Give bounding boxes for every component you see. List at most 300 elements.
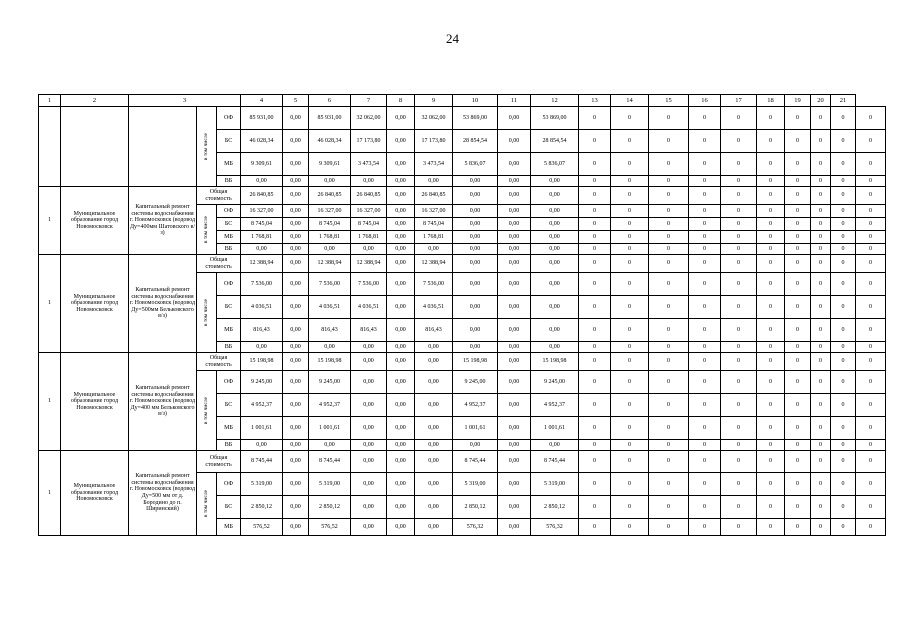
value-cell: 0,00 xyxy=(453,187,498,205)
value-cell: 0 xyxy=(785,218,811,231)
value-cell: 816,43 xyxy=(309,319,351,342)
value-cell: 0 xyxy=(579,244,611,255)
value-cell: 0 xyxy=(785,371,811,394)
value-cell: 0,00 xyxy=(387,273,415,296)
value-cell: 0,00 xyxy=(309,440,351,451)
value-cell: 0 xyxy=(649,296,689,319)
value-cell: 0 xyxy=(811,394,831,417)
value-cell: 0 xyxy=(611,394,649,417)
value-cell: 0,00 xyxy=(498,451,531,473)
value-cell: 0 xyxy=(649,187,689,205)
organization-name: Муниципальное образование город Новомосковск xyxy=(61,353,129,451)
header-cell: 2 xyxy=(61,95,129,107)
value-cell: 12 388,94 xyxy=(351,255,387,273)
funding-source: БС xyxy=(217,130,241,153)
value-cell: 4 036,51 xyxy=(309,296,351,319)
value-cell: 0 xyxy=(856,371,886,394)
value-cell: 7 536,00 xyxy=(415,273,453,296)
value-cell: 32 062,00 xyxy=(415,107,453,130)
value-cell: 0,00 xyxy=(387,342,415,353)
value-cell: 0 xyxy=(811,107,831,130)
value-cell: 0 xyxy=(785,342,811,353)
vertical-label xyxy=(197,205,217,255)
value-cell: 0 xyxy=(757,107,785,130)
value-cell: 0 xyxy=(831,319,856,342)
value-cell: 0 xyxy=(579,130,611,153)
value-cell: 0,00 xyxy=(453,440,498,451)
funding-source: МБ xyxy=(217,153,241,176)
value-cell: 0,00 xyxy=(351,394,387,417)
value-cell: 0 xyxy=(579,319,611,342)
value-cell: 0 xyxy=(856,255,886,273)
value-cell: 0 xyxy=(649,451,689,473)
value-cell: 0 xyxy=(721,440,757,451)
value-cell: 0,00 xyxy=(453,176,498,187)
value-cell: 8 745,44 xyxy=(309,451,351,473)
value-cell: 0 xyxy=(856,244,886,255)
value-cell: 0,00 xyxy=(351,371,387,394)
value-cell: 2 850,12 xyxy=(309,496,351,519)
value-cell: 0,00 xyxy=(387,371,415,394)
value-cell: 0 xyxy=(831,296,856,319)
total-row xyxy=(39,451,886,473)
value-cell: 0,00 xyxy=(387,231,415,244)
value-cell: 12 388,94 xyxy=(309,255,351,273)
value-cell: 2 850,12 xyxy=(453,496,498,519)
value-cell: 0 xyxy=(611,205,649,218)
value-cell: 0 xyxy=(811,231,831,244)
value-cell: 0 xyxy=(757,319,785,342)
value-cell: 0 xyxy=(689,496,721,519)
value-cell: 0 xyxy=(856,451,886,473)
value-cell: 0 xyxy=(757,353,785,371)
value-cell: 0,00 xyxy=(415,394,453,417)
value-cell: 0 xyxy=(811,371,831,394)
value-cell: 0 xyxy=(856,496,886,519)
value-cell: 0 xyxy=(831,342,856,353)
value-cell: 0 xyxy=(721,205,757,218)
value-cell: 0 xyxy=(831,371,856,394)
value-cell: 0,00 xyxy=(498,473,531,496)
total-row xyxy=(39,187,886,205)
value-cell: 0,00 xyxy=(415,451,453,473)
value-cell: 0,00 xyxy=(498,417,531,440)
value-cell: 0,00 xyxy=(283,187,309,205)
value-cell: 0 xyxy=(757,371,785,394)
organization-name: Муниципальное образование город Новомосковск xyxy=(61,451,129,536)
value-cell: 0,00 xyxy=(531,342,579,353)
value-cell: 0 xyxy=(785,130,811,153)
value-cell: 0 xyxy=(579,176,611,187)
organization-name: Муниципальное образование город Новомосковск xyxy=(61,255,129,353)
value-cell: 0 xyxy=(721,371,757,394)
value-cell: 0 xyxy=(757,473,785,496)
page-number: 24 xyxy=(446,31,459,46)
funding-source: ОФ xyxy=(217,273,241,296)
value-cell: 0,00 xyxy=(387,255,415,273)
value-cell: 0 xyxy=(649,130,689,153)
value-cell: 0 xyxy=(721,218,757,231)
value-cell: 0 xyxy=(611,319,649,342)
value-cell: 0,00 xyxy=(387,153,415,176)
value-cell: 0 xyxy=(689,417,721,440)
funding-source: ВБ xyxy=(217,244,241,255)
value-cell: 0,00 xyxy=(531,176,579,187)
value-cell: 0 xyxy=(831,107,856,130)
value-cell: 0 xyxy=(611,451,649,473)
value-cell: 0,00 xyxy=(498,218,531,231)
value-cell: 17 173,80 xyxy=(351,130,387,153)
value-cell: 0 xyxy=(611,496,649,519)
value-cell: 0 xyxy=(611,176,649,187)
value-cell: 0 xyxy=(649,353,689,371)
value-cell: 0,00 xyxy=(498,176,531,187)
value-cell: 0 xyxy=(611,371,649,394)
value-cell: 0 xyxy=(831,496,856,519)
value-cell: 0,00 xyxy=(387,176,415,187)
value-cell: 5 319,00 xyxy=(309,473,351,496)
value-cell: 0 xyxy=(785,319,811,342)
value-cell: 8 745,44 xyxy=(531,451,579,473)
value-cell: 0 xyxy=(579,440,611,451)
value-cell: 0 xyxy=(579,296,611,319)
value-cell: 0,00 xyxy=(387,440,415,451)
value-cell: 0 xyxy=(785,187,811,205)
value-cell: 0,00 xyxy=(387,519,415,536)
value-cell: 0 xyxy=(689,218,721,231)
vertical-label-text: в том числе xyxy=(203,490,210,518)
value-cell: 0,00 xyxy=(351,451,387,473)
value-cell: 0,00 xyxy=(498,244,531,255)
value-cell: 0 xyxy=(689,130,721,153)
value-cell: 0,00 xyxy=(387,296,415,319)
value-cell: 0 xyxy=(721,496,757,519)
value-cell: 0 xyxy=(856,273,886,296)
project-description xyxy=(129,107,197,187)
value-cell: 0 xyxy=(757,342,785,353)
value-cell: 0 xyxy=(811,440,831,451)
value-cell: 0 xyxy=(579,107,611,130)
value-cell: 8 745,04 xyxy=(309,218,351,231)
row-number: 1 xyxy=(39,353,61,451)
value-cell: 0,00 xyxy=(283,273,309,296)
value-cell: 9 245,00 xyxy=(531,371,579,394)
value-cell: 0,00 xyxy=(531,187,579,205)
value-cell: 1 001,61 xyxy=(531,417,579,440)
value-cell: 17 173,80 xyxy=(415,130,453,153)
value-cell: 816,43 xyxy=(241,319,283,342)
value-cell: 0 xyxy=(721,273,757,296)
value-cell: 0 xyxy=(579,205,611,218)
value-cell: 0 xyxy=(721,519,757,536)
value-cell: 0,00 xyxy=(283,371,309,394)
header-row xyxy=(39,95,886,107)
value-cell: 0,00 xyxy=(283,394,309,417)
value-cell: 0,00 xyxy=(387,473,415,496)
value-cell: 0 xyxy=(649,176,689,187)
funding-row xyxy=(39,107,886,130)
project-description: Капитальный ремонт системы водоснабжения г. Новомосковск (водовод Ду=500мм Бельковского в/з) xyxy=(129,255,197,353)
value-cell: 0 xyxy=(831,353,856,371)
header-cell: 17 xyxy=(721,95,757,107)
value-cell: 0,00 xyxy=(531,296,579,319)
value-cell: 3 473,54 xyxy=(351,153,387,176)
value-cell: 816,43 xyxy=(415,319,453,342)
value-cell: 0 xyxy=(611,107,649,130)
value-cell: 9 245,00 xyxy=(309,371,351,394)
value-cell: 0,00 xyxy=(387,244,415,255)
value-cell: 2 850,12 xyxy=(241,496,283,519)
value-cell: 0 xyxy=(649,273,689,296)
value-cell: 0 xyxy=(856,394,886,417)
value-cell: 0,00 xyxy=(415,353,453,371)
value-cell: 0,00 xyxy=(283,205,309,218)
value-cell: 0 xyxy=(856,176,886,187)
value-cell: 0 xyxy=(611,296,649,319)
value-cell: 0 xyxy=(579,231,611,244)
value-cell: 0 xyxy=(649,319,689,342)
value-cell: 0 xyxy=(611,473,649,496)
value-cell: 0 xyxy=(649,153,689,176)
value-cell: 0,00 xyxy=(387,496,415,519)
value-cell: 0 xyxy=(579,496,611,519)
value-cell: 0 xyxy=(579,342,611,353)
total-label: Общая стоимость xyxy=(197,187,241,205)
value-cell: 0 xyxy=(689,353,721,371)
value-cell: 0,00 xyxy=(387,218,415,231)
value-cell: 0 xyxy=(757,244,785,255)
value-cell: 0,00 xyxy=(387,107,415,130)
value-cell: 0 xyxy=(689,371,721,394)
value-cell: 0 xyxy=(811,273,831,296)
header-cell: 1 xyxy=(39,95,61,107)
value-cell: 9 245,00 xyxy=(453,371,498,394)
value-cell: 0 xyxy=(757,255,785,273)
value-cell: 0 xyxy=(785,231,811,244)
value-cell: 0,00 xyxy=(387,205,415,218)
value-cell: 0 xyxy=(579,394,611,417)
value-cell: 1 768,81 xyxy=(309,231,351,244)
value-cell: 0,00 xyxy=(498,255,531,273)
organization-name xyxy=(61,107,129,187)
value-cell: 0 xyxy=(811,296,831,319)
project-description: Капитальный ремонт системы водоснабжения г. Новомосковск (водовод Ду=500 мм от д. Бородино до п. Ширинский) xyxy=(129,451,197,536)
value-cell: 0 xyxy=(721,231,757,244)
value-cell: 0 xyxy=(721,107,757,130)
header-cell: 19 xyxy=(785,95,811,107)
value-cell: 0 xyxy=(785,244,811,255)
value-cell: 0,00 xyxy=(498,130,531,153)
value-cell: 0,00 xyxy=(283,451,309,473)
value-cell: 0 xyxy=(811,255,831,273)
funding-source: ОФ xyxy=(217,371,241,394)
value-cell: 0 xyxy=(689,473,721,496)
row-number: 1 xyxy=(39,255,61,353)
value-cell: 0 xyxy=(831,417,856,440)
value-cell: 0,00 xyxy=(498,187,531,205)
value-cell: 2 850,12 xyxy=(531,496,579,519)
funding-source: ВБ xyxy=(217,440,241,451)
value-cell: 0 xyxy=(649,519,689,536)
value-cell: 0,00 xyxy=(351,417,387,440)
value-cell: 0 xyxy=(831,231,856,244)
value-cell: 0 xyxy=(689,205,721,218)
value-cell: 0 xyxy=(689,440,721,451)
value-cell: 9 245,00 xyxy=(241,371,283,394)
value-cell: 0 xyxy=(785,205,811,218)
value-cell: 0 xyxy=(856,153,886,176)
value-cell: 0 xyxy=(649,107,689,130)
value-cell: 0 xyxy=(757,519,785,536)
value-cell: 0 xyxy=(721,319,757,342)
value-cell: 16 327,00 xyxy=(351,205,387,218)
value-cell: 0,00 xyxy=(415,371,453,394)
value-cell: 0 xyxy=(831,440,856,451)
value-cell: 4 952,37 xyxy=(453,394,498,417)
value-cell: 0 xyxy=(811,153,831,176)
value-cell: 0 xyxy=(856,440,886,451)
value-cell: 0 xyxy=(831,130,856,153)
vertical-label xyxy=(197,273,217,353)
value-cell: 0 xyxy=(856,231,886,244)
value-cell: 0 xyxy=(811,218,831,231)
value-cell: 1 001,61 xyxy=(309,417,351,440)
value-cell: 26 840,85 xyxy=(415,187,453,205)
value-cell: 1 001,61 xyxy=(453,417,498,440)
header-cell: 3 xyxy=(129,95,241,107)
value-cell: 0,00 xyxy=(351,244,387,255)
value-cell: 0,00 xyxy=(351,342,387,353)
value-cell: 0 xyxy=(785,394,811,417)
total-label: Общая стоимость xyxy=(197,255,241,273)
table-body xyxy=(39,95,886,536)
value-cell: 0 xyxy=(831,519,856,536)
value-cell: 0,00 xyxy=(531,319,579,342)
value-cell: 0,00 xyxy=(387,130,415,153)
value-cell: 0,00 xyxy=(453,244,498,255)
value-cell: 0,00 xyxy=(283,231,309,244)
value-cell: 0 xyxy=(721,153,757,176)
funding-source: МБ xyxy=(217,417,241,440)
value-cell: 0 xyxy=(856,353,886,371)
value-cell: 0 xyxy=(689,342,721,353)
funding-source: БС xyxy=(217,218,241,231)
value-cell: 0 xyxy=(831,218,856,231)
value-cell: 0 xyxy=(785,417,811,440)
value-cell: 0 xyxy=(689,231,721,244)
value-cell: 0 xyxy=(811,244,831,255)
value-cell: 5 836,07 xyxy=(453,153,498,176)
value-cell: 85 931,00 xyxy=(241,107,283,130)
value-cell: 0 xyxy=(831,255,856,273)
value-cell: 0 xyxy=(611,417,649,440)
value-cell: 0,00 xyxy=(453,255,498,273)
funding-source: ОФ xyxy=(217,473,241,496)
value-cell: 0 xyxy=(811,519,831,536)
value-cell: 0 xyxy=(757,153,785,176)
header-cell: 8 xyxy=(387,95,415,107)
value-cell: 0 xyxy=(811,496,831,519)
value-cell: 0 xyxy=(811,473,831,496)
value-cell: 0,00 xyxy=(453,218,498,231)
header-cell: 13 xyxy=(579,95,611,107)
value-cell: 0,00 xyxy=(283,153,309,176)
value-cell: 0,00 xyxy=(498,394,531,417)
value-cell: 28 854,54 xyxy=(531,130,579,153)
value-cell: 9 309,61 xyxy=(241,153,283,176)
value-cell: 0 xyxy=(649,417,689,440)
value-cell: 9 309,61 xyxy=(309,153,351,176)
value-cell: 0,00 xyxy=(283,244,309,255)
value-cell: 0 xyxy=(721,342,757,353)
value-cell: 0 xyxy=(811,187,831,205)
value-cell: 0,00 xyxy=(498,319,531,342)
value-cell: 0 xyxy=(579,353,611,371)
value-cell: 0,00 xyxy=(283,353,309,371)
value-cell: 0,00 xyxy=(415,473,453,496)
value-cell: 15 198,98 xyxy=(309,353,351,371)
value-cell: 0 xyxy=(785,153,811,176)
value-cell: 0 xyxy=(611,187,649,205)
value-cell: 0,00 xyxy=(531,244,579,255)
value-cell: 0,00 xyxy=(351,440,387,451)
organization-name: Муниципальное образование город Новомосковск xyxy=(61,187,129,255)
value-cell: 0,00 xyxy=(531,255,579,273)
value-cell: 0 xyxy=(689,107,721,130)
value-cell: 3 473,54 xyxy=(415,153,453,176)
value-cell: 0,00 xyxy=(453,342,498,353)
value-cell: 0,00 xyxy=(498,353,531,371)
value-cell: 0 xyxy=(689,176,721,187)
value-cell: 576,32 xyxy=(453,519,498,536)
value-cell: 0 xyxy=(611,342,649,353)
header-cell: 18 xyxy=(757,95,785,107)
value-cell: 26 840,85 xyxy=(309,187,351,205)
row-number xyxy=(39,107,61,187)
value-cell: 0 xyxy=(689,153,721,176)
value-cell: 28 854,54 xyxy=(453,130,498,153)
value-cell: 5 836,07 xyxy=(531,153,579,176)
value-cell: 0,00 xyxy=(351,496,387,519)
value-cell: 15 198,98 xyxy=(241,353,283,371)
value-cell: 0,00 xyxy=(283,473,309,496)
value-cell: 0 xyxy=(689,319,721,342)
value-cell: 0 xyxy=(831,273,856,296)
value-cell: 46 028,34 xyxy=(309,130,351,153)
header-cell: 11 xyxy=(498,95,531,107)
value-cell: 5 319,00 xyxy=(453,473,498,496)
value-cell: 8 745,44 xyxy=(453,451,498,473)
value-cell: 0 xyxy=(831,473,856,496)
value-cell: 4 952,37 xyxy=(531,394,579,417)
value-cell: 8 745,44 xyxy=(241,451,283,473)
value-cell: 0,00 xyxy=(351,473,387,496)
value-cell: 4 036,51 xyxy=(351,296,387,319)
value-cell: 0,00 xyxy=(241,244,283,255)
value-cell: 0 xyxy=(649,394,689,417)
value-cell: 0 xyxy=(689,187,721,205)
value-cell: 0,00 xyxy=(531,205,579,218)
value-cell: 0 xyxy=(689,255,721,273)
vertical-label xyxy=(197,107,217,187)
funding-source: МБ xyxy=(217,319,241,342)
value-cell: 0,00 xyxy=(415,176,453,187)
value-cell: 7 536,00 xyxy=(351,273,387,296)
header-cell: 20 xyxy=(811,95,831,107)
value-cell: 0 xyxy=(757,440,785,451)
value-cell: 0 xyxy=(856,473,886,496)
value-cell: 0,00 xyxy=(498,273,531,296)
